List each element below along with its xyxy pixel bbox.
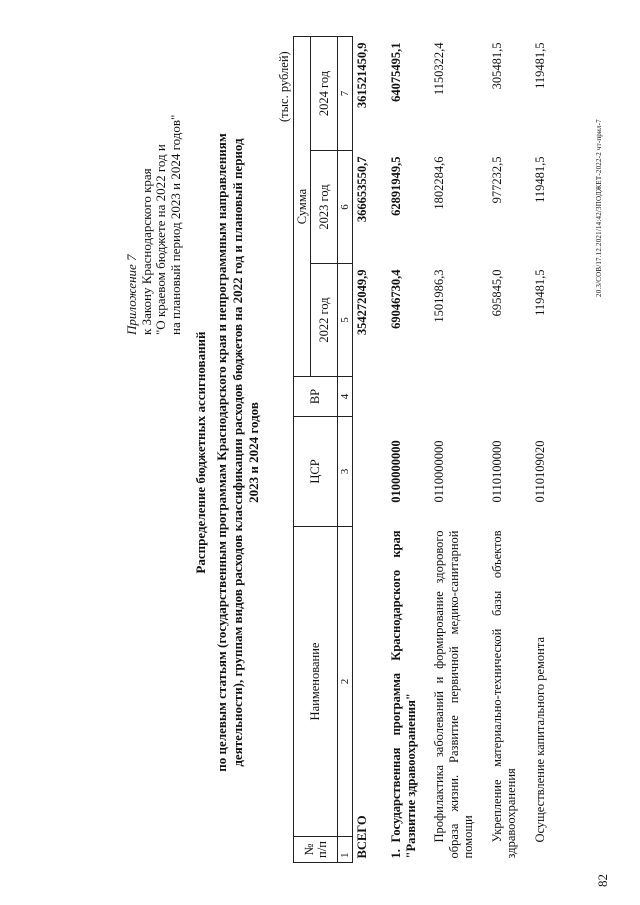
table-row	[375, 36, 418, 862]
row-vr	[418, 377, 476, 417]
row-csr: 0110109020	[532, 440, 547, 503]
row-value-2024: 119481,5	[532, 42, 547, 89]
row-value-2022: 695845,0	[489, 269, 504, 317]
col-number: 3	[338, 417, 353, 527]
document-subtitle-line: деятельности), группам видов расходов классификации расходов бюджетов на 2022 год и плановый период	[230, 138, 245, 767]
document-code: 20.3/СОВ/17.12.2021/14:42/ЗПОДЖЕТ-2022-2 чт-прил-7	[595, 119, 603, 297]
row-value-2024: 305481,5	[489, 42, 504, 90]
col-header-number: № п/п	[294, 837, 338, 863]
appendix-line: "О краевом бюджете на 2022 год и	[153, 144, 168, 335]
table-row	[519, 36, 548, 862]
col-header-name: Наименование	[294, 527, 338, 837]
table-row-total	[353, 36, 376, 862]
document-subtitle-line: по целевым статьям (государственным программам Краснодарского края и непрограммным направлениям	[214, 133, 229, 772]
table-row	[476, 36, 519, 862]
row-value-2022: 1501986,3	[432, 269, 446, 323]
row-value-2022: 119481,5	[532, 269, 547, 316]
row-value-2023: 62891949,5	[389, 156, 403, 216]
appendix-reference	[125, 115, 183, 335]
col-number: 1	[338, 837, 353, 863]
row-value-2022: 69046730,4	[389, 269, 403, 329]
row-csr: 0110100000	[489, 440, 504, 503]
units-label: (тыс. рублей)	[277, 51, 291, 122]
document-title: Распределение бюджетных ассигнований	[193, 331, 208, 574]
col-header-year-2023: 2023 год	[311, 151, 338, 264]
total-value-2024: 361521450,9	[355, 42, 369, 109]
row-name: 1.Государственная программа Краснодарского края "Развитие здравоохранения"	[389, 530, 418, 859]
row-name: Укрепление материально-технической базы объектов здравоохранения	[489, 530, 518, 859]
row-name: Осуществление капитального ремонта	[532, 636, 547, 843]
row-vr	[375, 377, 418, 417]
total-value-2023: 366653550,7	[355, 156, 369, 223]
row-vr	[476, 377, 519, 417]
row-csr: 0110000000	[432, 440, 446, 503]
row-value-2024: 1150322,4	[432, 42, 446, 96]
table-row	[418, 36, 476, 862]
col-header-sum: Сумма	[294, 36, 311, 376]
col-number: 7	[338, 36, 353, 150]
appendix-line: к Закону Краснодарского края	[138, 168, 154, 335]
page-number: 82	[595, 874, 610, 887]
row-value-2023: 977232,5	[489, 156, 504, 204]
col-number: 6	[338, 151, 353, 264]
col-header-vr: ВР	[294, 377, 338, 417]
col-number: 5	[338, 264, 353, 377]
col-header-csr: ЦСР	[294, 417, 338, 527]
col-number: 4	[338, 377, 353, 417]
row-value-2023: 1802284,6	[432, 156, 446, 210]
row-value-2024: 64075495,1	[389, 42, 403, 102]
total-label: ВСЕГО	[355, 815, 369, 859]
row-vr	[519, 377, 548, 417]
row-csr: 0100000000	[389, 440, 403, 503]
row-name: Профилактика заболеваний и формирование здорового образа жизни. Развитие первичной медико-санитарной помощи	[432, 530, 475, 859]
col-number: 2	[338, 527, 353, 837]
appendix-line: на плановый период 2023 и 2024 годов"	[167, 114, 183, 335]
appendix-line: Приложение 7	[124, 254, 139, 335]
total-value-2022: 354272049,9	[355, 269, 369, 336]
row-value-2023: 119481,5	[532, 156, 547, 203]
row-number: 1.	[389, 849, 403, 859]
col-header-year-2024: 2024 год	[311, 36, 338, 150]
col-header-year-2022: 2022 год	[311, 264, 338, 377]
document-subtitle-line: 2023 и 2024 годов	[246, 402, 261, 503]
budget-table	[293, 36, 548, 863]
